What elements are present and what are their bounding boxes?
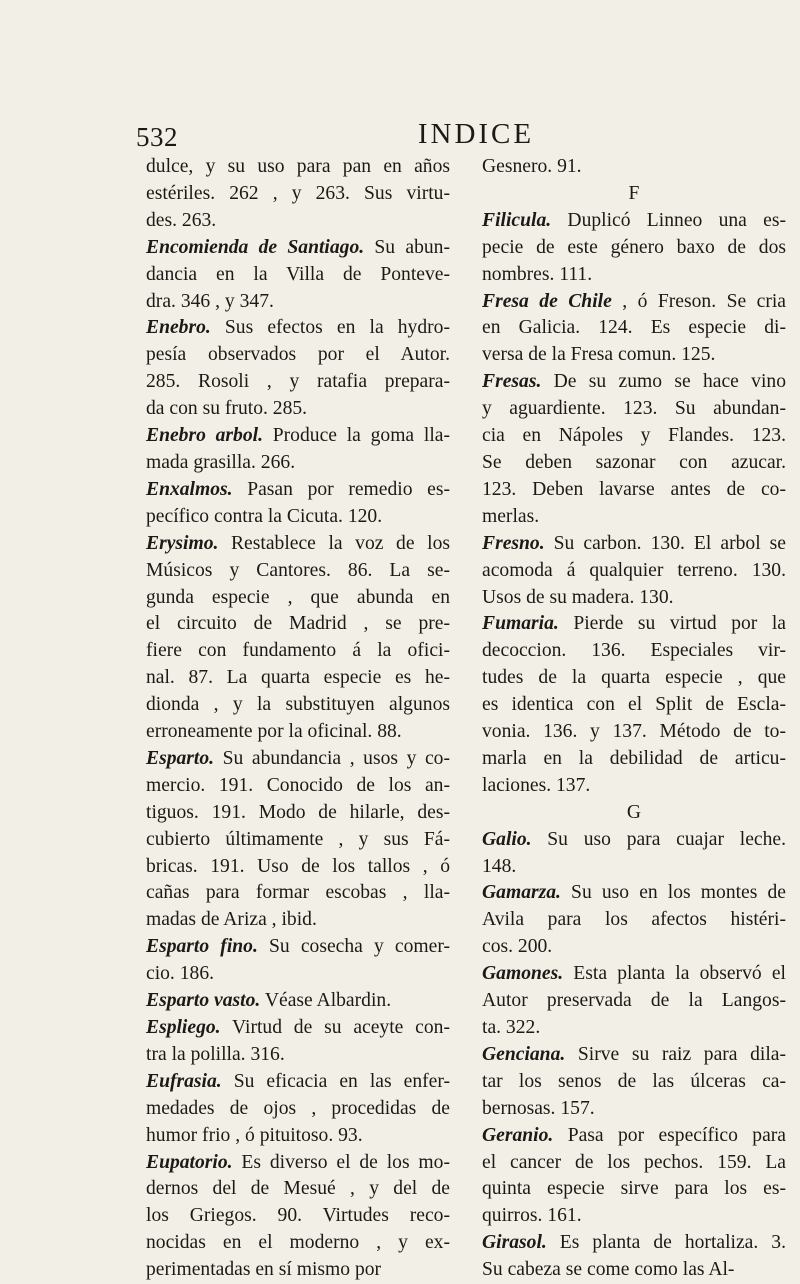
entry-line <box>146 638 450 665</box>
entry-text: Restablece la voz de los <box>218 532 450 554</box>
entry-headword: Enxalmos. <box>146 478 233 500</box>
entry-text: mada grasilla. 266. <box>146 451 296 473</box>
entry-text: 285. Rosoli , y ratafia prepara- <box>146 371 450 393</box>
entry-headword: Espliego. <box>146 1017 221 1038</box>
entry-text: Su eficacia en las enfer- <box>221 1070 450 1092</box>
entry-line <box>146 827 450 854</box>
entry-line <box>146 369 450 396</box>
index-entry <box>146 1069 450 1150</box>
entry-text: gunda especie , que abunda en <box>146 586 450 608</box>
entry-line <box>146 854 450 881</box>
entry-text: cos. 200. <box>482 936 553 958</box>
entry-headword: Esparto. <box>146 747 215 769</box>
entry-text: el circuito de Madrid , se pre- <box>146 613 450 635</box>
entry-headword: Fresas. <box>482 371 542 393</box>
entry-headword: Eufrasia. <box>146 1070 222 1092</box>
entry-text: merlas. <box>482 505 540 527</box>
entry-text: cañas para formar escobas , lla- <box>146 882 450 904</box>
index-entry <box>482 154 786 181</box>
entry-text: en Galicia. 124. Es especie di- <box>482 317 786 339</box>
index-entry <box>146 477 450 531</box>
entry-line <box>482 773 786 800</box>
entry-line <box>146 1042 450 1069</box>
entry-line <box>482 1042 786 1069</box>
entry-line <box>482 235 786 262</box>
entry-line <box>482 907 786 934</box>
entry-line <box>482 585 786 612</box>
entry-text: decoccion. 136. Especiales vir- <box>482 640 786 662</box>
index-entry <box>482 1042 786 1123</box>
entry-line <box>482 342 786 369</box>
entry-line <box>482 504 786 531</box>
entry-text: Su carbon. 130. El arbol se <box>544 532 786 554</box>
entry-line <box>146 315 450 342</box>
entry-line <box>482 369 786 396</box>
entry-text: humor frio , ó pituitoso. 93. <box>146 1124 363 1146</box>
entry-text: madas de Ariza , ibid. <box>146 909 317 931</box>
entry-text: nal. 87. La quarta especie es he- <box>146 667 450 689</box>
index-entry <box>482 880 786 961</box>
entry-line <box>146 585 450 612</box>
index-entry <box>146 531 450 746</box>
entry-line <box>146 1015 450 1042</box>
entry-headword: Encomienda de Santiago. <box>146 236 365 258</box>
entry-line <box>146 665 450 692</box>
entry-text: vonia. 136. y 137. Método de to- <box>482 721 786 743</box>
entry-text: dernos del de Mesué , y del de <box>146 1178 450 1200</box>
entry-text: Su cosecha y comer- <box>257 936 450 958</box>
entry-headword: Fresno. <box>482 532 545 554</box>
entry-line <box>146 746 450 773</box>
running-head: INDICE <box>417 118 535 150</box>
entry-text: da con su fruto. 285. <box>146 398 308 420</box>
entry-text: versa de la Fresa comun. 125. <box>482 344 716 366</box>
entry-line <box>146 988 450 1015</box>
entry-text: 123. Deben lavarse antes de co- <box>482 478 786 500</box>
entry-text: el cancer de los pechos. 159. La <box>482 1151 786 1173</box>
entry-line <box>146 1203 450 1230</box>
entry-text: tar los senos de las úlceras ca- <box>482 1070 786 1092</box>
index-entry <box>482 827 786 881</box>
index-entry <box>146 315 450 423</box>
entry-line <box>482 854 786 881</box>
entry-line <box>146 611 450 638</box>
index-entry <box>146 423 450 477</box>
entry-line <box>146 181 450 208</box>
entry-text: marla en la debilidad de articu- <box>482 747 786 769</box>
index-entry <box>146 1150 450 1284</box>
entry-text: nombres. 111. <box>482 263 593 285</box>
entry-text: Duplicó Linneo una es- <box>551 209 786 231</box>
entry-text: Véase Albardin. <box>260 990 392 1012</box>
entry-line <box>146 880 450 907</box>
entry-line <box>482 289 786 316</box>
entry-line <box>146 423 450 450</box>
entry-headword: Galio. <box>482 828 532 850</box>
entry-text: Su uso para cuajar leche. <box>531 828 786 850</box>
entry-headword: Fumaria. <box>482 613 559 635</box>
entry-text: cio. 186. <box>146 963 215 985</box>
entry-text: des. 263. <box>146 209 217 231</box>
entry-line <box>482 746 786 773</box>
entry-headword: Esparto fino. <box>146 936 258 958</box>
entry-text: Avila para los afectos histéri- <box>482 909 786 931</box>
entry-line <box>482 665 786 692</box>
entry-headword: Gamarza. <box>482 882 561 904</box>
entry-line <box>482 934 786 961</box>
entry-text: quinta especie sirve para los es- <box>482 1178 786 1200</box>
entry-text: es identica con el Split de Escla- <box>482 694 786 716</box>
entry-line <box>146 719 450 746</box>
entry-line <box>482 558 786 585</box>
entry-text: cubierto últimamente , y sus Fá- <box>146 828 450 850</box>
entry-text: Usos de su madera. 130. <box>482 586 674 608</box>
index-entry <box>146 988 450 1015</box>
entry-text: nocidas en el moderno , y ex- <box>146 1232 450 1254</box>
entry-headword: Enebro arbol. <box>146 425 263 447</box>
entry-text: y aguardiente. 123. Su abundan- <box>482 398 786 420</box>
entry-line <box>482 396 786 423</box>
entry-line <box>146 1096 450 1123</box>
entry-line <box>482 611 786 638</box>
entry-line <box>482 208 786 235</box>
index-entry <box>482 1230 786 1284</box>
entry-headword: Esparto vasto. <box>146 990 261 1012</box>
entry-text: bricas. 191. Uso de los tallos , ó <box>146 855 450 877</box>
entry-line <box>146 342 450 369</box>
entry-line <box>482 1230 786 1257</box>
entry-text: Su uso en los montes de <box>560 882 786 904</box>
entry-text: Pierde su virtud por la <box>558 613 786 635</box>
entry-text: 148. <box>482 855 517 877</box>
entry-text: tiguos. 191. Modo de hilarle, des- <box>146 801 450 823</box>
index-entry <box>482 208 786 289</box>
entry-text: cia en Nápoles y Flandes. 123. <box>482 425 786 447</box>
entry-text: tra la polilla. 316. <box>146 1043 285 1065</box>
entry-text: Músicos y Cantores. 86. La se- <box>146 559 450 581</box>
entry-text: Virtud de su aceyte con- <box>220 1017 450 1038</box>
entry-line <box>146 800 450 827</box>
entry-line <box>146 504 450 531</box>
entry-text: De su zumo se hace vino <box>541 371 786 393</box>
entry-headword: Genciana. <box>482 1043 566 1065</box>
entry-line <box>482 827 786 854</box>
entry-line <box>482 477 786 504</box>
entry-headword: Gamones. <box>482 963 564 985</box>
entry-text: los Griegos. 90. Virtudes reco- <box>146 1205 450 1227</box>
entry-line <box>146 934 450 961</box>
index-entry <box>146 1015 450 1069</box>
index-entry <box>146 934 450 988</box>
entry-line <box>482 1150 786 1177</box>
entry-line <box>146 531 450 558</box>
index-entry <box>146 154 450 235</box>
entry-text: Esta planta la observó el <box>563 963 786 985</box>
entry-text: pecie de este género baxo de dos <box>482 236 786 258</box>
entry-line <box>146 1230 450 1257</box>
entry-text: pesía observados por el Autor. <box>146 344 450 366</box>
entry-headword: Geranio. <box>482 1124 554 1146</box>
entry-text: Sirve su raiz para dila- <box>565 1043 786 1065</box>
entry-headword: Fresa de Chile <box>482 290 612 312</box>
entry-text: perimentadas en sí mismo por <box>146 1259 382 1281</box>
entry-text: Es diverso el de los mo- <box>232 1151 450 1173</box>
index-entry <box>482 1123 786 1231</box>
entry-text: ta. 322. <box>482 1017 541 1038</box>
entry-text: quirros. 161. <box>482 1205 582 1227</box>
entry-line <box>146 289 450 316</box>
entry-line <box>482 719 786 746</box>
entry-line <box>482 1096 786 1123</box>
entry-text: dulce, y su uso para pan en años <box>146 156 450 177</box>
entry-line <box>146 262 450 289</box>
left-column <box>146 154 450 1284</box>
entry-text: , ó Freson. Se cria <box>611 290 786 312</box>
entry-line <box>482 1176 786 1203</box>
page-header <box>136 118 776 158</box>
entry-line <box>482 423 786 450</box>
entry-line <box>482 1203 786 1230</box>
entry-text: dancia en la Villa de Ponteve- <box>146 263 450 285</box>
entry-text: Gesnero. 91. <box>482 156 582 177</box>
entry-line <box>482 1123 786 1150</box>
entry-line <box>146 154 450 181</box>
entry-text: acomoda á qualquier terreno. 130. <box>482 559 786 581</box>
entry-text: Produce la goma lla- <box>263 425 450 447</box>
index-entry <box>482 531 786 612</box>
page-number: 532 <box>136 122 178 152</box>
entry-line <box>146 692 450 719</box>
entry-line <box>146 235 450 262</box>
entry-line <box>482 988 786 1015</box>
entry-text: Es planta de hortaliza. 3. <box>546 1232 786 1254</box>
entry-line <box>146 1150 450 1177</box>
entry-text: dionda , y la substituyen algunos <box>146 694 450 716</box>
entry-text: fiere con fundamento á la ofici- <box>146 640 450 662</box>
entry-line <box>482 1069 786 1096</box>
entry-line <box>482 1015 786 1042</box>
index-entry <box>482 961 786 1042</box>
entry-headword: Erysimo. <box>146 532 219 554</box>
entry-text: Pasan por remedio es- <box>232 478 450 500</box>
entry-line <box>146 558 450 585</box>
entry-line <box>482 315 786 342</box>
entry-text: mercio. 191. Conocido de los an- <box>146 774 450 796</box>
entry-line <box>482 1257 786 1284</box>
entry-text: Su abun- <box>364 236 450 258</box>
entry-text: medades de ojos , procedidas de <box>146 1097 450 1119</box>
entry-line <box>482 450 786 477</box>
entry-line <box>482 961 786 988</box>
entry-headword: Filicula. <box>482 209 552 231</box>
right-column <box>482 154 786 1284</box>
entry-line <box>146 1176 450 1203</box>
entry-line <box>146 961 450 988</box>
entry-text: Autor preservada de la Langos- <box>482 990 786 1012</box>
entry-text: Su abundancia , usos y co- <box>214 747 450 769</box>
entry-text: Se deben sazonar con azucar. <box>482 451 786 473</box>
entry-line <box>146 773 450 800</box>
entry-text: bernosas. 157. <box>482 1097 595 1119</box>
entry-text: laciones. 137. <box>482 774 591 796</box>
section-letter: G <box>626 801 642 823</box>
entry-text: dra. 346 , y 347. <box>146 290 274 312</box>
entry-text: Pasa por específico para <box>553 1124 786 1146</box>
index-entry <box>482 611 786 799</box>
entry-line <box>482 531 786 558</box>
entry-line <box>482 262 786 289</box>
entry-line <box>146 208 450 235</box>
entry-text: tudes de la quarta especie , que <box>482 667 786 689</box>
entry-line <box>146 1123 450 1150</box>
entry-line <box>482 638 786 665</box>
entry-line <box>482 154 786 181</box>
entry-headword: Girasol. <box>482 1232 547 1254</box>
entry-line <box>146 1257 450 1284</box>
entry-text: Sus efectos en la hydro- <box>210 317 450 339</box>
index-entry <box>146 746 450 934</box>
entry-text: Su cabeza se come como las Al- <box>482 1259 735 1281</box>
entry-line <box>146 477 450 504</box>
entry-headword: Enebro. <box>146 317 211 339</box>
index-entry <box>482 369 786 530</box>
entry-text: erroneamente por la oficinal. 88. <box>146 721 402 743</box>
entry-line <box>146 1069 450 1096</box>
entry-text: estériles. 262 , y 263. Sus virtu- <box>146 182 450 204</box>
entry-line <box>482 692 786 719</box>
index-entry <box>482 289 786 370</box>
index-entry <box>146 235 450 316</box>
entry-line <box>146 450 450 477</box>
section-letter: F <box>628 182 640 204</box>
entry-line <box>146 907 450 934</box>
entry-headword: Eupatorio. <box>146 1151 233 1173</box>
entry-text: pecífico contra la Cicuta. 120. <box>146 505 383 527</box>
entry-line <box>146 396 450 423</box>
entry-line <box>482 880 786 907</box>
